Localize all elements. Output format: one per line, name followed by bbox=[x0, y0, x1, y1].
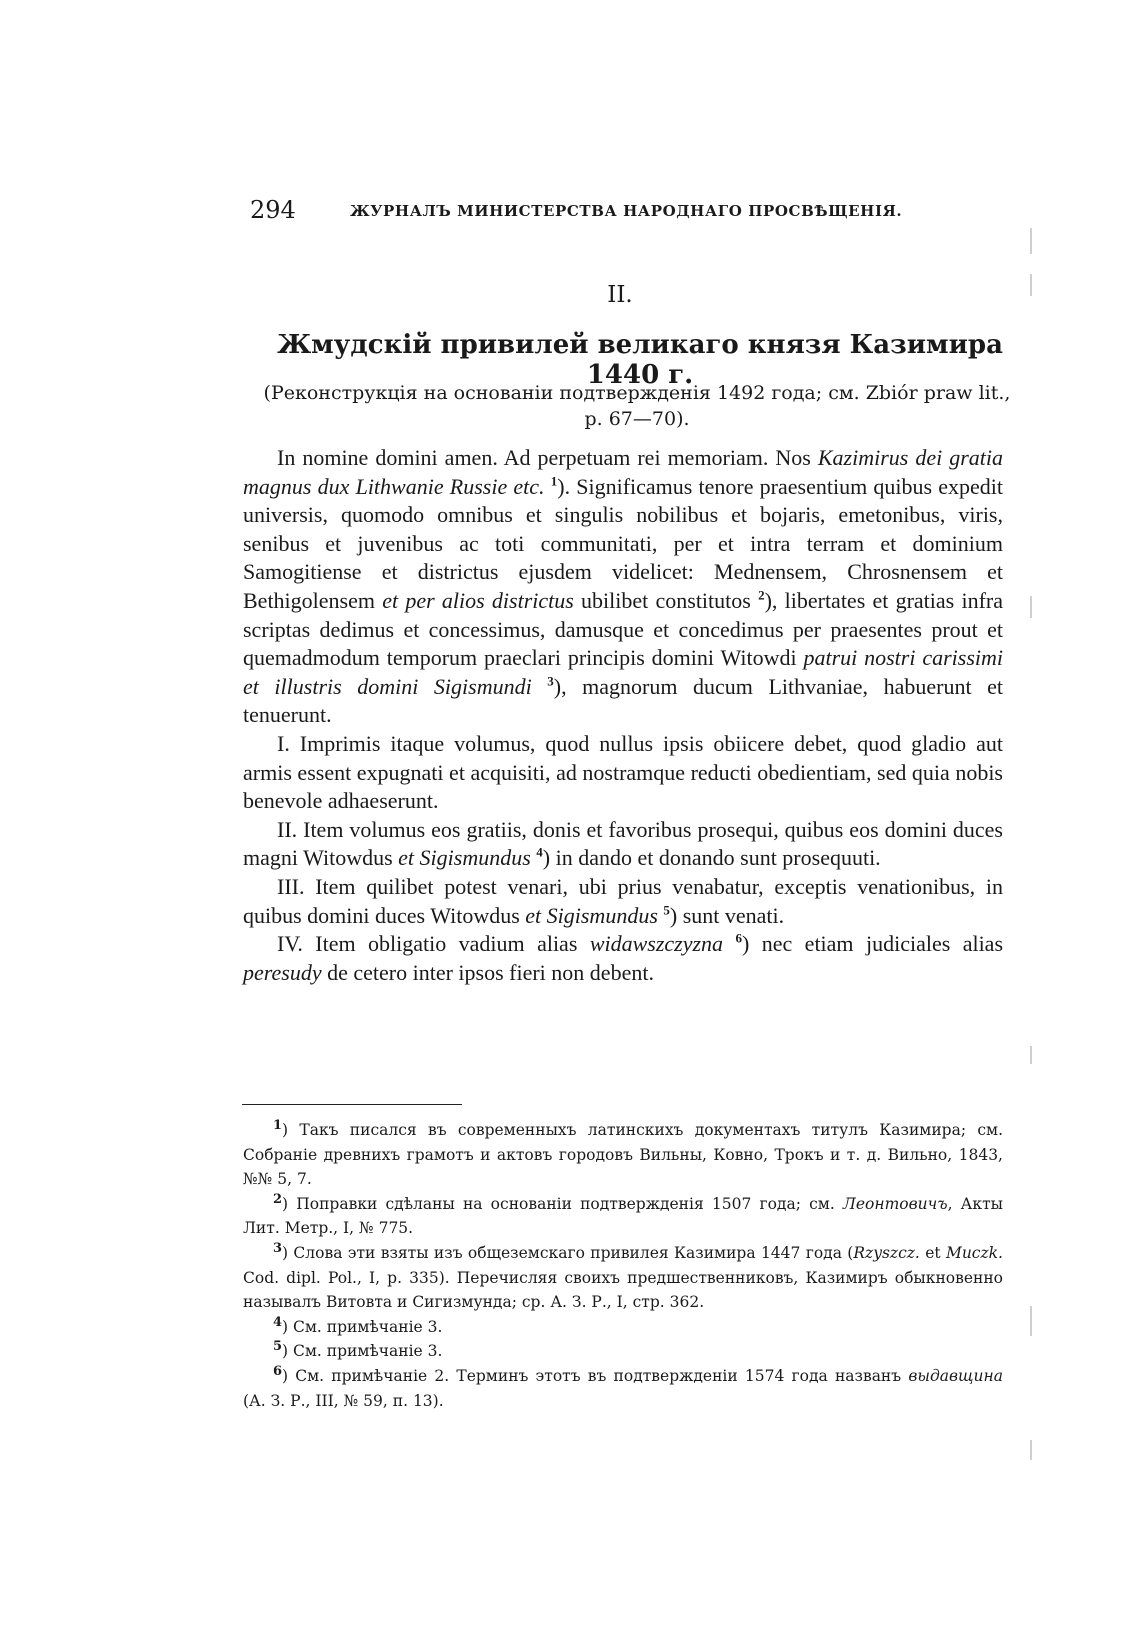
footnote-text: ) См. примѣчаніе 3. bbox=[282, 1317, 443, 1336]
footnote-4 bbox=[243, 1315, 1003, 1340]
page-header bbox=[250, 196, 1010, 226]
footnote-text: ) Слова эти взяты изъ общеземскаго привилея Казимира 1447 года ( bbox=[282, 1243, 854, 1262]
footnote-ref: 2 bbox=[758, 587, 765, 603]
footnote-italic: Muczk. bbox=[945, 1243, 1003, 1262]
footnote-2 bbox=[243, 1192, 1003, 1241]
text-run: de cetero inter ipsos fieri non debent. bbox=[321, 959, 654, 985]
footnote-3 bbox=[243, 1241, 1003, 1315]
footnote-6 bbox=[243, 1364, 1003, 1413]
text-run: II. Item volumus eos gratiis, donis et favoribus prosequi, quibus eos domini duces magni Witowdus bbox=[243, 816, 1003, 871]
paragraph-article-3: III. Item quilibet potest venari, ubi prius venabatur, exceptis venationibus, in quibus domini duces Witowdus et Sigismundus $^5$) sunt venati. bbox=[243, 873, 1003, 928]
margin-scan-mark bbox=[1030, 1306, 1032, 1336]
paragraph-article-4: IV. Item obligatio vadium alias widawszczyzna $^6$) nec etiam judiciales alias peresudy de cetero inter ipsos fieri non debent. bbox=[243, 930, 1004, 985]
footnote-ref: 1 bbox=[550, 473, 558, 489]
paragraph-preamble: In nomine domini amen. Ad perpetuam rei memoriam. Nos Kazimirus dei gratia magnus dux Lithwanie Russie etc. $^1$). Significamus tenore praesentium quibus expedit universis, quomodo omnibus et singulis nobilibus et bojaris, emetonibus, viris, senibus et juvenibus ac toti communitati, per et intra terram et dominium Samogitiense et districtus ejusdem videlicet: Mednensem, Chrosnensem et Bethigolensem et per alios districtus ubilibet constitutos $^2$), libertates et gratias infra scriptas dedimus et concessimus, damusque et concedimus per praesentes prout et quemadmodum temporum praeclari principis domini Witowdi patrui nostri carissimi et illustris domini Sigismundi $^3$), magnorum ducum Lithvaniae, habuerunt et tenuerunt. bbox=[243, 445, 1003, 728]
footnote-italic: выдавщина bbox=[908, 1366, 1003, 1385]
italic-run: et per alios districtus bbox=[382, 587, 574, 613]
italic-run: patrui nostri carissimi et illustris domini Sigismundi bbox=[243, 645, 1003, 699]
italic-run: peresudy bbox=[243, 959, 322, 985]
footnote-text: , Акты Лит. Метр., I, № 775. bbox=[243, 1194, 1003, 1238]
italic-run: widawszczyzna bbox=[589, 931, 724, 957]
footnote-text: ) Поправки сдѣланы на основаніи подтвержденія 1507 года; см. bbox=[282, 1194, 843, 1213]
margin-scan-mark bbox=[1030, 274, 1032, 296]
footnote-text: ) См. примѣчаніе 3. bbox=[282, 1342, 443, 1361]
text-run: sunt venati. bbox=[677, 902, 785, 928]
margin-scan-mark bbox=[1030, 1440, 1032, 1460]
text-run: ubilibet constitutos bbox=[573, 587, 759, 613]
text-run: in dando et donando sunt prosequuti. bbox=[550, 845, 881, 871]
footnote-ref: 5 bbox=[663, 902, 670, 918]
body-text bbox=[243, 444, 1003, 987]
footnote-text: Cod. dipl. Pol., I, p. 335). Перечисляя своихъ предшественниковъ, Казимиръ обыкновенно называлъ Витовта и Сигизмунда; ср. А. З. Р., I, стр. 362. bbox=[243, 1268, 1003, 1312]
footnote-italic: Rzyszcz. bbox=[853, 1243, 920, 1262]
text-run: . Significamus tenore praesentium quibus expedit universis, quomodo omnibus et singulis nobilibus et bojaris, emetonibus, viris, senibus et juvenibus ac toti communitati, per et intra terram et dominium Samogitiense et districtus ejusdem videlicet: Mednensem, Chrosnensem et Bethigolensem bbox=[243, 473, 1003, 613]
footnote-mark: 4 bbox=[273, 1314, 283, 1330]
text-run: , libertates et gratias infra scriptas dedimus et concessimus, damusque et concedimus per praesentes prout et quemadmodum temporum praeclari principis domini Witowdi bbox=[243, 587, 1003, 671]
footnote-italic: Леонтовичъ bbox=[842, 1194, 948, 1213]
footnote-text: (А. З. Р., III, № 59, п. 13). bbox=[243, 1391, 444, 1410]
footnote-ref: 4 bbox=[536, 844, 543, 860]
footnote-mark: 3 bbox=[273, 1240, 283, 1256]
footnote-1 bbox=[243, 1118, 1003, 1192]
paragraph-article-2: II. Item volumus eos gratiis, donis et favoribus prosequi, quibus eos domini duces magni Witowdus et Sigismundus $^4$) in dando et donando sunt prosequuti. bbox=[243, 816, 1003, 871]
footnote-text: ) См. примѣчаніе 2. Терминъ этотъ въ подтвержденіи 1574 года названъ bbox=[282, 1366, 909, 1385]
footnote-5 bbox=[243, 1339, 1003, 1364]
text-run: IV. Item obligatio vadium alias bbox=[277, 931, 590, 957]
footnote-ref: 3 bbox=[547, 673, 554, 689]
document-subtitle: (Реконструкція на основаніи подтвержденія 1492 года; см. Zbiór praw lit., p. 67—70). bbox=[263, 382, 1011, 430]
text-run: nec etiam judiciales alias bbox=[749, 931, 1004, 957]
margin-scan-mark bbox=[1030, 1046, 1032, 1064]
footnotes bbox=[243, 1118, 1003, 1413]
section-numeral: II. bbox=[607, 282, 633, 308]
italic-run: et Sigismundus bbox=[525, 902, 658, 928]
footnote-mark: 6 bbox=[273, 1363, 283, 1379]
footnote-mark: 5 bbox=[273, 1339, 283, 1355]
footnote-text: et bbox=[919, 1243, 946, 1262]
running-head: ЖУРНАЛЪ МИНИСТЕРСТВА НАРОДНАГО ПРОСВѢЩЕНІЯ. bbox=[350, 202, 903, 220]
text-run: In nomine domini amen. Ad perpetuam rei memoriam. Nos bbox=[277, 445, 818, 470]
page-number: 294 bbox=[250, 196, 296, 224]
paragraph-article-1: I. Imprimis itaque volumus, quod nullus ipsis obiicere debet, quod gladio aut armis essent expugnati et acquisiti, ad nostramque reducti obedientiam, sed quia nobis benevole adhaeserunt. bbox=[243, 730, 1003, 814]
document-title: Жмудскій привилей великаго князя Казимира 1440 г. bbox=[277, 330, 1003, 390]
footnote-mark: 2 bbox=[273, 1191, 283, 1207]
margin-scan-mark bbox=[1030, 596, 1032, 618]
footnote-text: ) Такъ писался въ современныхъ латинскихъ документахъ титулъ Казимира; см. Собраніе древнихъ грамотъ и актовъ городовъ Вильны, Ковно, Трокъ и т. д. Вильно, 1843, №№ 5, 7. bbox=[243, 1121, 1003, 1189]
text-run: III. Item quilibet potest venari, ubi prius venabatur, exceptis venationibus, in quibus domini duces Witowdus bbox=[243, 873, 1003, 928]
margin-scan-mark bbox=[1030, 228, 1032, 254]
italic-run: Kazimirus dei gratia magnus dux Lithwanie Russie etc. bbox=[243, 445, 1003, 499]
text-run: , magnorum ducum Lithvaniae, habuerunt et tenuerunt. bbox=[243, 673, 1003, 728]
footnote-divider bbox=[242, 1104, 462, 1105]
footnote-mark: 1 bbox=[273, 1117, 283, 1133]
italic-run: et Sigismundus bbox=[398, 845, 531, 871]
footnote-ref: 6 bbox=[735, 930, 742, 946]
